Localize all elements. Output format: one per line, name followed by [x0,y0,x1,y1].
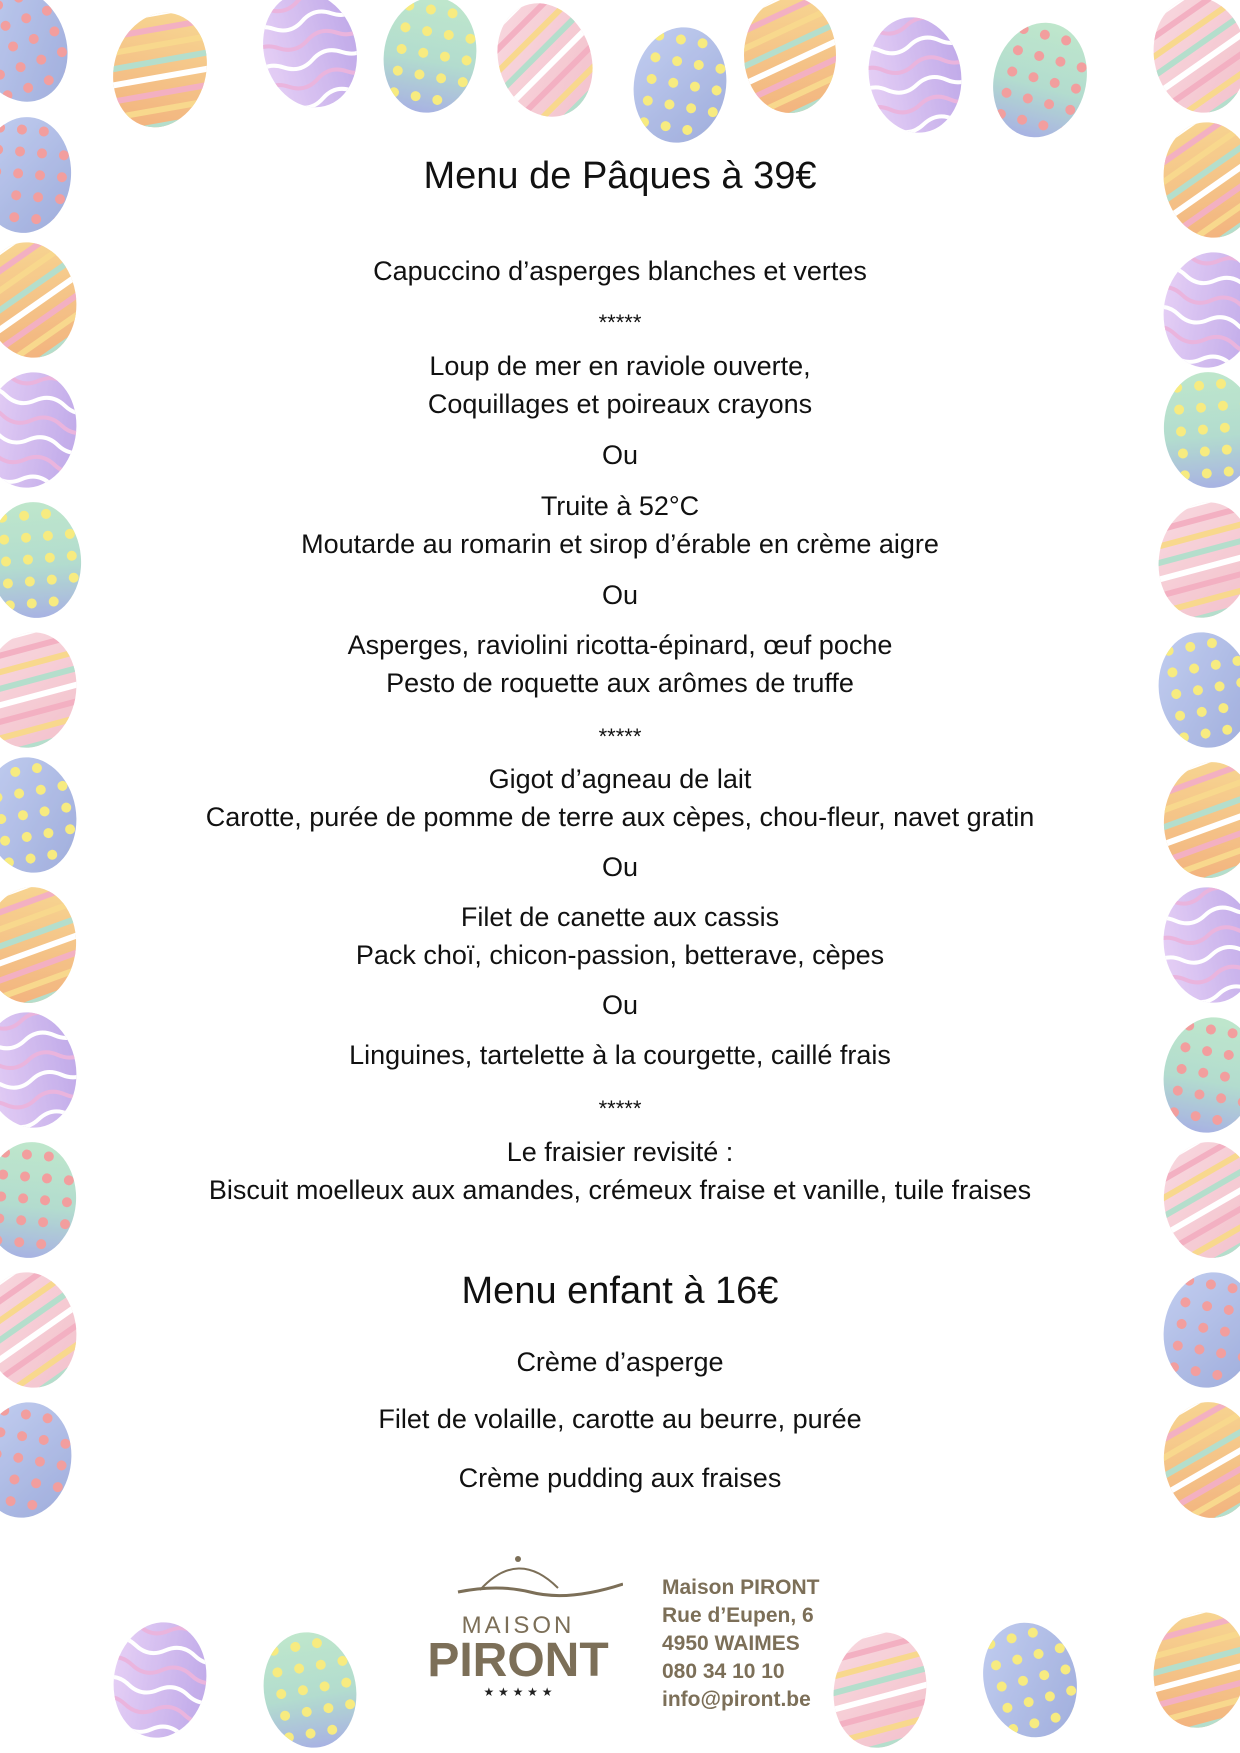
separator: ***** [598,724,642,749]
easter-egg-icon [0,1395,80,1525]
easter-egg-icon [0,498,86,622]
easter-egg-icon [846,7,984,142]
easter-egg-icon [0,0,83,115]
contact-city: 4950 WAIMES [662,1632,800,1655]
dessert-line2: Biscuit moelleux aux amandes, crémeux fraise et vanille, tuile fraises [208,1175,1032,1205]
contact-phone: 080 34 10 10 [662,1660,785,1683]
maison-piront-logo [418,1548,623,1698]
easter-egg-icon [1124,1114,1240,1285]
easter-egg-icon [375,0,486,120]
easter-egg-icon [1155,1265,1240,1395]
easter-egg-icon [237,0,383,122]
easter-egg-icon [1113,468,1240,651]
easter-egg-icon [1141,242,1240,377]
easter-egg-icon [1124,734,1240,905]
separator: ***** [598,1096,642,1121]
or-label: Ou [601,852,639,882]
easter-egg-icon [1159,368,1240,492]
separator: ***** [598,310,642,335]
easter-egg-icon [710,0,869,133]
easter-egg-icon [1150,625,1240,755]
or-label: Ou [601,990,639,1020]
dessert-line1: Le fraisier revisité : [506,1137,734,1167]
or-label: Ou [601,440,639,470]
logo-word-piront: PIRONT [427,1634,609,1687]
main-option-1-line2: Carotte, purée de pomme de terre aux cèpes, chou-fleur, navet gratin [205,802,1035,832]
easter-egg-icon [1141,877,1240,1012]
contact-street: Rue d’Eupen, 6 [662,1604,814,1627]
easter-egg-icon [1155,1010,1240,1140]
contact-email: info@piront.be [662,1688,811,1711]
main-option-2-line2: Pack choï, chicon-passion, betterave, cèpes [355,940,885,970]
easter-egg-icon [0,1002,99,1137]
easter-egg-icon [1108,0,1240,146]
kids-menu-title: Menu enfant à 16€ [461,1270,779,1312]
logo-stars: ★ ★ ★ ★ ★ [483,1685,553,1698]
easter-egg-icon [0,598,122,781]
veg-option-line2: Pesto de roquette aux arômes de truffe [386,668,854,698]
main-option-1-line1: Gigot d’agneau de lait [488,764,752,794]
fish-option-1-line2: Coquillages et poireaux crayons [427,389,813,419]
fish-option-2-line1: Truite à 52°C [540,491,700,521]
contact-name: Maison PIRONT [662,1576,820,1599]
easter-egg-icon [91,1612,229,1747]
easter-egg-icon [0,750,85,880]
veg-option-line1: Asperges, raviolini ricotta-épinard, œuf poche [347,630,893,660]
easter-egg-icon [0,1138,81,1262]
easter-egg-icon [1118,88,1240,271]
easter-menu-title: Menu de Pâques à 39€ [423,155,817,197]
easter-egg-icon [63,0,257,166]
easter-egg-icon [0,1238,121,1421]
easter-egg-icon [0,208,121,391]
kids-main: Filet de volaille, carotte au beurre, purée [378,1404,862,1434]
easter-egg-icon [0,362,99,497]
easter-egg-icon [1124,1374,1240,1545]
easter-egg-icon [443,0,646,160]
kids-dessert: Crème pudding aux fraises [458,1463,782,1493]
contact-block [662,1574,820,1714]
fish-option-2-line2: Moutarde au romarin et sirop d’érable en crème aigre [301,529,939,559]
kids-starter: Crème d’asperge [516,1347,724,1377]
logo-word-maison: MAISON [461,1612,575,1639]
or-label: Ou [601,580,639,610]
easter-egg-icon [981,12,1100,148]
easter-egg-icon [1108,1578,1240,1753]
easter-egg-icon [0,859,116,1030]
easter-egg-icon [625,20,736,150]
fish-option-1-line1: Loup de mer en raviole ouverte, [429,351,811,381]
starter-item: Capuccino d’asperges blanches et vertes [373,256,867,286]
main-option-2-line1: Filet de canette aux cassis [460,902,780,932]
cloche-icon [418,1548,623,1698]
easter-egg-icon [255,1625,366,1753]
easter-egg-icon [971,1612,1090,1748]
easter-egg-icon [0,113,76,237]
main-option-3-line1: Linguines, tartelette à la courgette, caillé frais [349,1040,891,1070]
